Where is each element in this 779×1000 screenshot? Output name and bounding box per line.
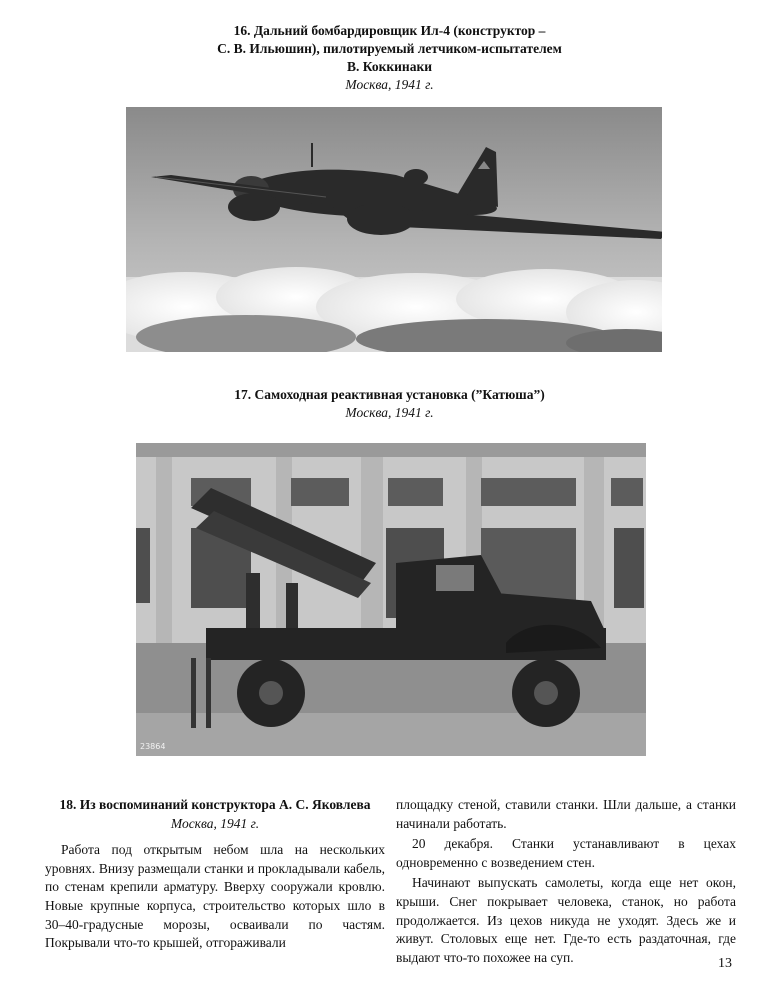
figure-17-caption: [0, 386, 779, 422]
figure-16-title-line-2: С. В. Ильюшин), пилотируемый летчиком-испытателем: [217, 41, 562, 56]
figure-16-title-line-1: 16. Дальний бомбардировщик Ил-4 (конструктор –: [233, 23, 546, 38]
paragraph: Начинают выпускать самолеты, когда еще нет окон, крыши. Снег покрывает человека, станок, но работа продолжается. Из цехов никуда не уходят. Здесь же и живут. Столовых еще нет. Где-то есть раздаточная, где выдают что-то похожее на суп.: [396, 875, 736, 965]
figure-17-title: 17. Самоходная реактивная установка (”Катюша”): [234, 387, 545, 402]
section-18-place-date: Москва, 1941 г.: [170, 815, 260, 831]
figure-17-place-date: Москва, 1941 г.: [345, 405, 434, 420]
figure-16-title-line-3: В. Коккинаки: [346, 59, 433, 74]
paragraph: Работа под открытым небом шла на нескольких уровнях. Внизу размещали станки и прокладывали кабель, по стенам крепили арматуру. Вверху сооружали кровлю. Новые крупные корпуса, строительство которых шло в 30–40-градусные морозы, осваивали по частям. Покрывали что-то крышей, отгораживали: [45, 842, 385, 951]
paragraph: площадку стеной, ставили станки. Шли дальше, а станки начинали работать.: [396, 797, 736, 831]
katyusha-photo: [136, 443, 646, 756]
page-number: 13: [718, 956, 732, 971]
section-18-right-column: [396, 796, 736, 969]
bomber-photo: [126, 107, 662, 352]
figure-16-caption: [0, 22, 779, 94]
paragraph: 20 декабря. Станки устанавливают в цехах одновременно с возведением стен.: [396, 836, 736, 870]
section-18-left-column: [45, 796, 385, 955]
figure-16-place-date: Москва, 1941 г.: [345, 77, 434, 92]
section-18-heading: 18. Из воспоминаний конструктора А. С. Яковлева: [59, 797, 371, 812]
negative-number: 23864: [140, 742, 166, 751]
